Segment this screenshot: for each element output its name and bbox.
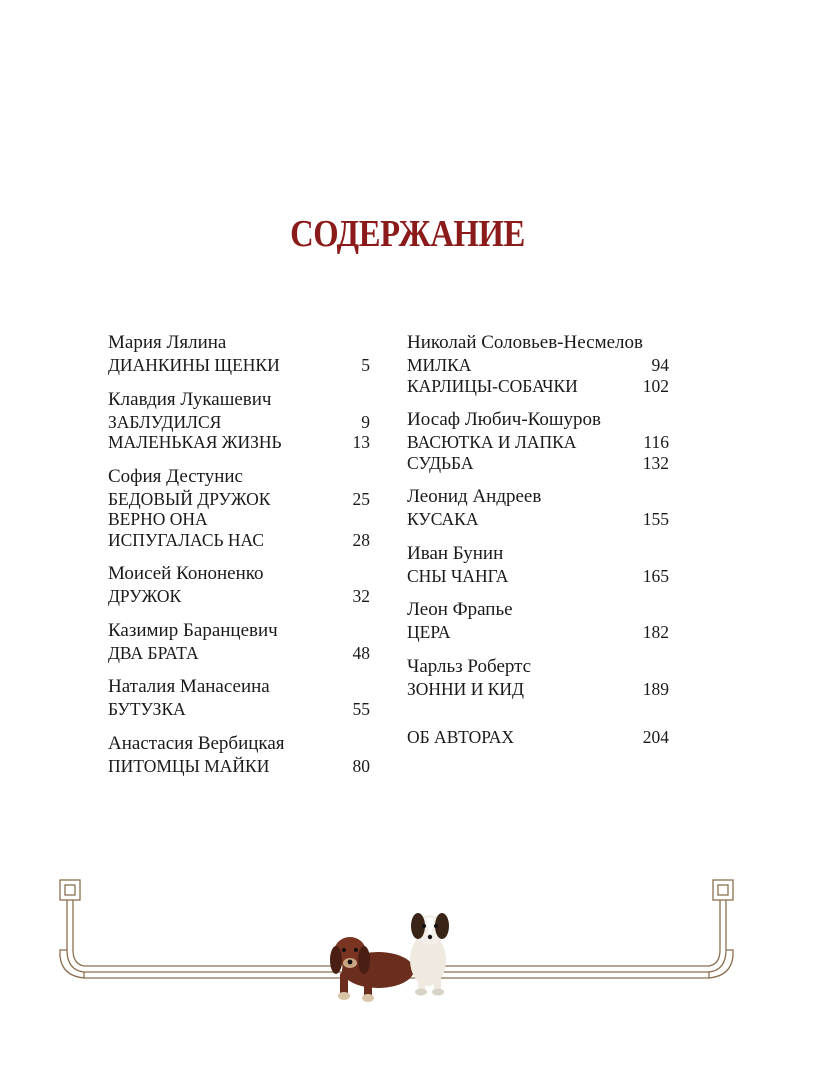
toc-entry-title: КУСАКА bbox=[407, 509, 479, 529]
toc-right-column bbox=[407, 331, 669, 748]
toc-author: Наталия Манасеина bbox=[108, 676, 270, 697]
toc-author: Иван Бунин bbox=[407, 542, 504, 564]
toc-author: София Дестунис bbox=[108, 465, 243, 487]
toc-entry[interactable] bbox=[108, 432, 370, 453]
toc-entry-title: ВАСЮТКА И ЛАПКА bbox=[407, 432, 577, 452]
toc-entry[interactable] bbox=[407, 566, 669, 587]
toc-entry-title: ДРУЖОК bbox=[108, 586, 182, 606]
toc-entry[interactable] bbox=[407, 355, 669, 376]
toc-entry[interactable] bbox=[407, 432, 669, 453]
toc-entry-page: 182 bbox=[642, 622, 669, 642]
page-title: СОДЕРЖАНИЕ bbox=[290, 213, 525, 255]
toc-entry[interactable] bbox=[108, 355, 370, 376]
toc-entry-title: БУТУЗКА bbox=[108, 699, 186, 719]
toc-entry[interactable] bbox=[407, 622, 669, 643]
toc-entry[interactable] bbox=[407, 679, 669, 700]
toc-author: Анастасия Вербицкая bbox=[108, 732, 285, 754]
toc-author: Леонид Андреев bbox=[407, 486, 542, 507]
toc-entry-page: 155 bbox=[642, 509, 669, 529]
toc-entry[interactable] bbox=[108, 643, 370, 664]
toc-entry-title: ПИТОМЦЫ МАЙКИ bbox=[108, 755, 270, 776]
frame-corner-left-icon bbox=[60, 880, 80, 900]
toc-author: Клавдия Лукашевич bbox=[108, 388, 272, 410]
toc-entry-title: СУДЬБА bbox=[407, 452, 474, 473]
toc-entry[interactable] bbox=[407, 376, 669, 397]
toc-author: Чарльз Робертс bbox=[407, 655, 532, 677]
toc-entry[interactable] bbox=[108, 412, 370, 433]
toc-entry-page: 189 bbox=[642, 678, 669, 699]
toc-entry-title: ЗАБЛУДИЛСЯ bbox=[108, 411, 222, 432]
toc-entry-page: 9 bbox=[361, 411, 370, 432]
toc-author: Мария Лялина bbox=[108, 332, 227, 353]
toc-entry-page: 28 bbox=[352, 529, 370, 550]
toc-author: Николай Соловьев-Несмелов bbox=[407, 332, 643, 353]
toc-entry-page: 25 bbox=[352, 488, 370, 509]
toc-entry[interactable] bbox=[108, 756, 370, 777]
toc-author: Моисей Кононенко bbox=[108, 563, 264, 584]
toc-entry[interactable] bbox=[108, 509, 370, 550]
frame-corner-right-icon bbox=[713, 880, 733, 900]
toc-entry-title: МИЛКА bbox=[407, 355, 472, 375]
toc-entry-page: 165 bbox=[642, 565, 669, 586]
toc-entry-page: 204 bbox=[642, 727, 669, 747]
toc-entry-title: ДИАНКИНЫ ЩЕНКИ bbox=[108, 355, 280, 375]
toc-entry[interactable] bbox=[407, 509, 669, 530]
toc-entry-about-authors[interactable] bbox=[407, 727, 669, 748]
toc-entry-title: КАРЛИЦЫ-СОБАЧКИ bbox=[407, 375, 578, 396]
toc-entry[interactable] bbox=[108, 489, 370, 510]
toc-author: Казимир Баранцевич bbox=[108, 619, 278, 641]
toc-entry-title: БЕДОВЫЙ ДРУЖОК bbox=[108, 488, 271, 509]
toc-entry-title: МАЛЕНЬКАЯ ЖИЗНЬ bbox=[108, 432, 282, 452]
toc-entry-page: 80 bbox=[352, 755, 370, 776]
toc-entry[interactable] bbox=[108, 586, 370, 607]
toc-entry-page: 32 bbox=[352, 586, 370, 606]
dogs-illustration-icon bbox=[330, 913, 449, 1002]
toc-entry[interactable] bbox=[407, 453, 669, 474]
toc-entry-page: 102 bbox=[642, 375, 669, 396]
toc-entry-page: 13 bbox=[352, 432, 370, 452]
toc-entry-page: 94 bbox=[651, 355, 669, 375]
toc-left-column bbox=[108, 331, 370, 776]
toc-entry-title: ЦЕРА bbox=[407, 622, 451, 642]
toc-entry-page: 55 bbox=[352, 699, 370, 719]
toc-entry-title: ВЕРНО ОНА ИСПУГАЛАСЬ НАС bbox=[108, 509, 264, 550]
decorative-frame bbox=[0, 860, 815, 1020]
toc-entry-title: СНЫ ЧАНГА bbox=[407, 565, 509, 586]
toc-author: Леон Фрапье bbox=[407, 599, 513, 620]
toc-entry-page: 5 bbox=[361, 355, 370, 375]
toc-entry-page: 48 bbox=[352, 642, 370, 663]
toc-entry-title: ОБ АВТОРАХ bbox=[407, 727, 515, 747]
toc-entry-page: 132 bbox=[642, 452, 669, 473]
toc-entry-title: ДВА БРАТА bbox=[108, 642, 199, 663]
toc-author: Иосаф Любич-Кошуров bbox=[407, 409, 601, 430]
toc-entry-title: ЗОННИ И КИД bbox=[407, 678, 524, 699]
toc-entry[interactable] bbox=[108, 699, 370, 720]
toc-entry-page: 116 bbox=[643, 432, 669, 452]
